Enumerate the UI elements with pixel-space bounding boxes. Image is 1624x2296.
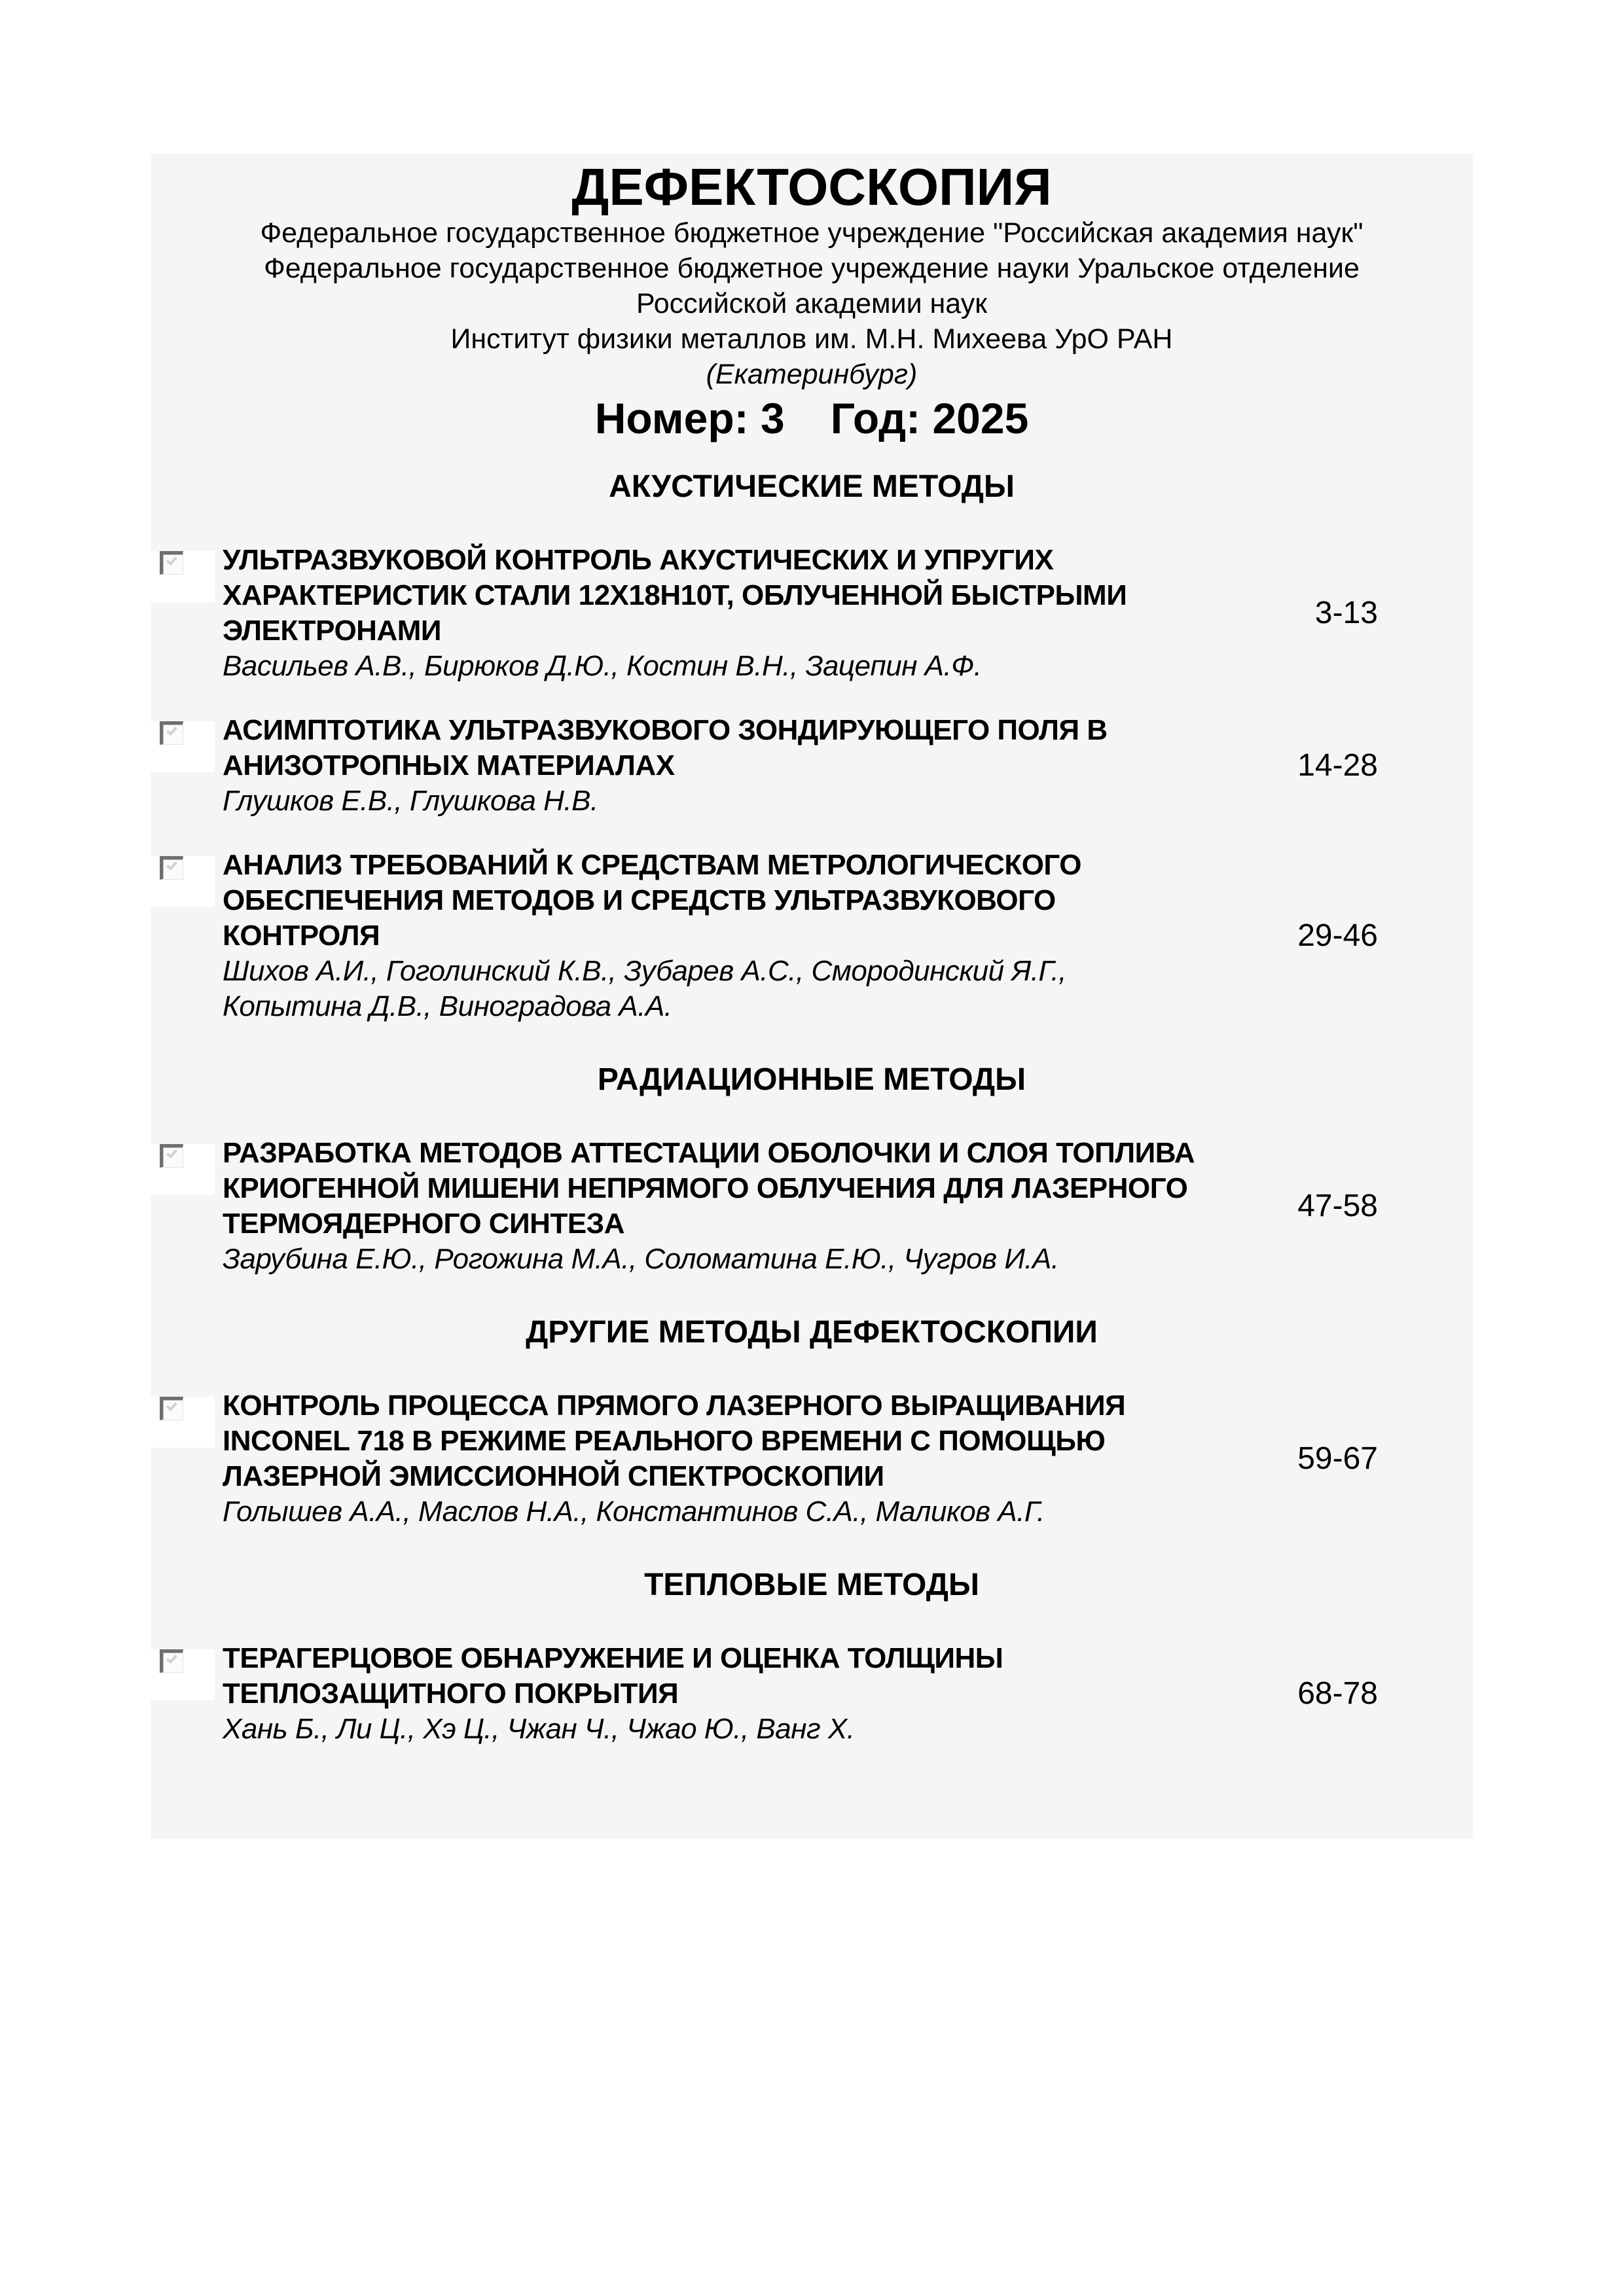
entry-text bbox=[223, 1136, 1211, 1277]
checkbox-cell bbox=[151, 848, 223, 1024]
entry-pages: 47-58 bbox=[1297, 1189, 1378, 1223]
section-heading-thermal: ТЕПЛОВЫЕ МЕТОДЫ bbox=[644, 1568, 979, 1602]
entry-text bbox=[223, 543, 1211, 684]
entry-pages: 14-28 bbox=[1297, 748, 1378, 783]
entry-authors: Глушков Е.В., Глушкова Н.В. bbox=[223, 785, 598, 817]
affiliation-line: Федеральное государственное бюджетное учреждение "Российская академия наук" bbox=[260, 217, 1363, 249]
entry-authors: Хань Б., Ли Ц., Хэ Ц., Чжан Ч., Чжао Ю., Ванг Х. bbox=[223, 1713, 855, 1745]
entry-pages: 68-78 bbox=[1297, 1676, 1378, 1711]
checkbox-cell bbox=[151, 1136, 223, 1277]
section-heading-acoustic: АКУСТИЧЕСКИЕ МЕТОДЫ bbox=[609, 469, 1015, 504]
entry-authors: Голышев А.А., Маслов Н.А., Константинов С.А., Маликов А.Г. bbox=[223, 1496, 1045, 1528]
checkbox-patch bbox=[151, 551, 215, 602]
checkbox-patch bbox=[151, 1397, 215, 1448]
entry-checkbox[interactable] bbox=[160, 721, 183, 745]
toc-entry bbox=[151, 1388, 1473, 1530]
entry-checkbox[interactable] bbox=[160, 1397, 183, 1420]
entry-authors: Зарубина Е.Ю., Рогожина М.А., Соломатина Е.Ю., Чугров И.А. bbox=[223, 1243, 1059, 1275]
entry-title: УЛЬТРАЗВУКОВОЙ КОНТРОЛЬ АКУСТИЧЕСКИХ И УПРУГИХ ХАРАКТЕРИСТИК СТАЛИ 12Х18Н10Т, ОБЛУЧЕННОЙ БЫСТРЫМИ ЭЛЕКТРОНАМИ bbox=[223, 544, 1127, 647]
checkmark-icon bbox=[166, 859, 177, 870]
issue-year: Год: 2025 bbox=[830, 394, 1029, 442]
issue-line bbox=[151, 393, 1473, 443]
section-heading-radiation: РАДИАЦИОННЫЕ МЕТОДЫ bbox=[597, 1062, 1026, 1097]
entry-pages: 3-13 bbox=[1314, 596, 1378, 630]
entry-title: РАЗРАБОТКА МЕТОДОВ АТТЕСТАЦИИ ОБОЛОЧКИ И СЛОЯ ТОПЛИВА КРИОГЕННОЙ МИШЕНИ НЕПРЯМОГО ОБЛУЧЕНИЯ ДЛЯ ЛАЗЕРНОГО ТЕРМОЯДЕРНОГО СИНТЕЗА bbox=[223, 1137, 1195, 1240]
checkbox-cell bbox=[151, 543, 223, 684]
checkmark-icon bbox=[166, 725, 177, 736]
checkbox-patch bbox=[151, 856, 215, 907]
entry-pages: 29-46 bbox=[1297, 918, 1378, 953]
affiliation-block bbox=[151, 215, 1473, 392]
entry-text bbox=[223, 848, 1211, 1024]
toc-entry bbox=[151, 1641, 1473, 1747]
city-line: (Екатеринбург) bbox=[706, 359, 918, 390]
toc-entry bbox=[151, 848, 1473, 1024]
toc-entry bbox=[151, 713, 1473, 819]
checkmark-icon bbox=[166, 1653, 177, 1664]
entry-text bbox=[223, 1641, 1211, 1747]
entry-checkbox[interactable] bbox=[160, 551, 183, 575]
entry-title: ТЕРАГЕРЦОВОЕ ОБНАРУЖЕНИЕ И ОЦЕНКА ТОЛЩИНЫ ТЕПЛОЗАЩИТНОГО ПОКРЫТИЯ bbox=[223, 1642, 1003, 1710]
entry-checkbox[interactable] bbox=[160, 1649, 183, 1673]
checkbox-patch bbox=[151, 1144, 215, 1195]
affiliation-line: Институт физики металлов им. М.Н. Михеева УрО РАН bbox=[450, 323, 1173, 355]
affiliation-line: Российской академии наук bbox=[636, 288, 988, 319]
entry-pages: 59-67 bbox=[1297, 1441, 1378, 1476]
issue-number: Номер: 3 bbox=[594, 394, 785, 442]
entry-checkbox[interactable] bbox=[160, 1144, 183, 1168]
checkbox-patch bbox=[151, 1649, 215, 1700]
checkmark-icon bbox=[166, 1400, 177, 1411]
toc-entry bbox=[151, 543, 1473, 684]
entry-authors: Шихов А.И., Гоголинский К.В., Зубарев А.С., Смородинский Я.Г., Копытина Д.В., Виноградова А.А. bbox=[223, 955, 1066, 1022]
checkmark-icon bbox=[166, 554, 177, 565]
checkbox-cell bbox=[151, 1641, 223, 1747]
entry-text bbox=[223, 713, 1211, 819]
checkbox-cell bbox=[151, 1388, 223, 1530]
section-heading-other: ДРУГИЕ МЕТОДЫ ДЕФЕКТОСКОПИИ bbox=[526, 1315, 1098, 1350]
entry-authors: Васильев А.В., Бирюков Д.Ю., Костин В.Н., Зацепин А.Ф. bbox=[223, 650, 982, 682]
affiliation-line: Федеральное государственное бюджетное учреждение науки Уральское отделение bbox=[264, 253, 1360, 284]
toc-entry bbox=[151, 1136, 1473, 1277]
entry-text bbox=[223, 1388, 1211, 1530]
checkmark-icon bbox=[166, 1147, 177, 1158]
entry-title: АСИМПТОТИКА УЛЬТРАЗВУКОВОГО ЗОНДИРУЮЩЕГО ПОЛЯ В АНИЗОТРОПНЫХ МАТЕРИАЛАХ bbox=[223, 714, 1108, 781]
entry-checkbox[interactable] bbox=[160, 856, 183, 880]
toc-panel bbox=[151, 154, 1473, 1839]
checkbox-cell bbox=[151, 713, 223, 819]
checkbox-patch bbox=[151, 721, 215, 772]
journal-title: ДЕФЕКТОСКОПИЯ bbox=[571, 158, 1052, 216]
entry-title: КОНТРОЛЬ ПРОЦЕССА ПРЯМОГО ЛАЗЕРНОГО ВЫРАЩИВАНИЯ INCONEL 718 В РЕЖИМЕ РЕАЛЬНОГО ВРЕМЕНИ С ПОМОЩЬЮ ЛАЗЕРНОЙ ЭМИССИОННОЙ СПЕКТРОСКОПИИ bbox=[223, 1390, 1126, 1492]
entry-title: АНАЛИЗ ТРЕБОВАНИЙ К СРЕДСТВАМ МЕТРОЛОГИЧЕСКОГО ОБЕСПЕЧЕНИЯ МЕТОДОВ И СРЕДСТВ УЛЬТРАЗВУКОВОГО КОНТРОЛЯ bbox=[223, 849, 1082, 952]
